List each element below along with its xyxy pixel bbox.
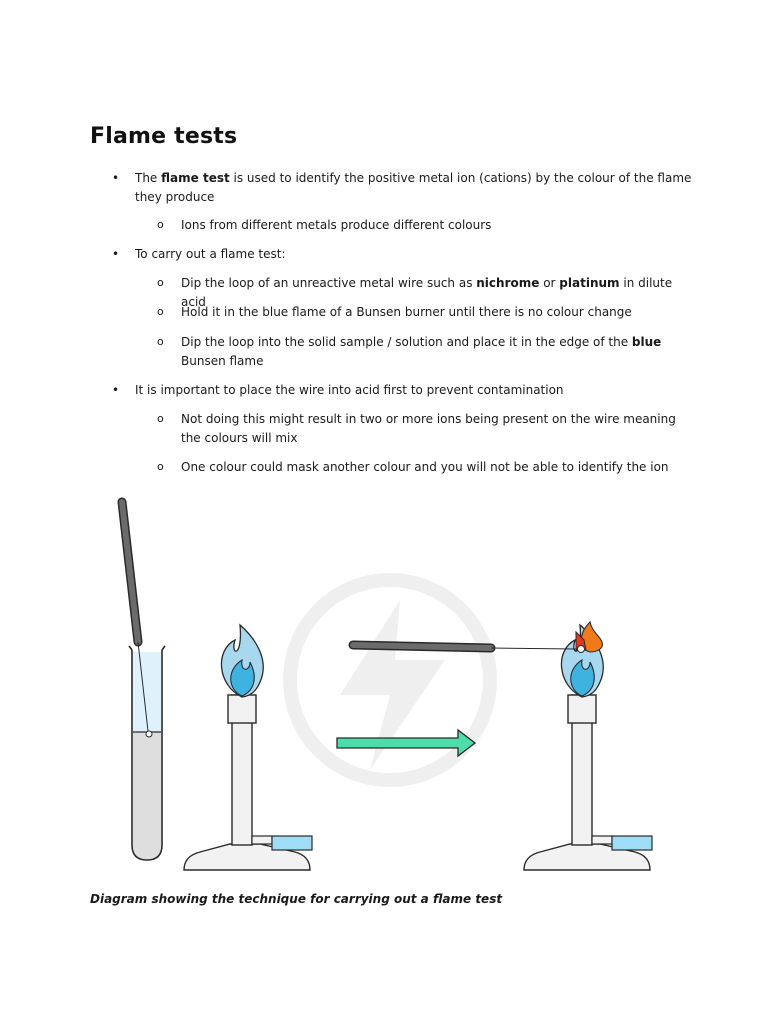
term-platinum: platinum bbox=[559, 276, 620, 290]
term-flame-test: flame test bbox=[161, 171, 230, 185]
page-title: Flame tests bbox=[90, 124, 238, 149]
sub-bullet-item: o Dip the loop into the solid sample / solution and place it in the edge of the blue Bunsen flame bbox=[181, 333, 681, 371]
sub-bullet-item: o Hold it in the blue flame of a Bunsen burner until there is no colour change bbox=[181, 303, 681, 322]
flame-test-diagram bbox=[100, 490, 680, 885]
bullet-item-contamination: • It is important to place the wire into acid first to prevent contamination bbox=[135, 381, 695, 400]
sub-bullet-marker: o bbox=[157, 460, 164, 473]
sub-bullet-item: o Not doing this might result in two or more ions being present on the wire meaning the colours will mix bbox=[181, 410, 681, 448]
sub-bullet-marker: o bbox=[157, 218, 164, 231]
term-nichrome: nichrome bbox=[476, 276, 540, 290]
bunsen-burner-right bbox=[524, 622, 652, 870]
term-blue: blue bbox=[631, 335, 662, 349]
bullet-marker: • bbox=[112, 383, 120, 397]
diagram-caption: Diagram showing the technique for carrying out a flame test bbox=[90, 892, 503, 906]
bullet-item-carry-out: • To carry out a flame test: bbox=[135, 245, 695, 264]
sub-bullet-marker: o bbox=[157, 335, 164, 348]
sub-bullet-item: o Dip the loop of an unreactive metal wire such as nichrome or platinum in dilute acid bbox=[181, 274, 681, 312]
bullet-marker: • bbox=[112, 247, 120, 261]
sub-bullet-marker: o bbox=[157, 305, 164, 318]
sub-bullet-marker: o bbox=[157, 276, 164, 289]
bullet-item-flame-test-purpose: • The flame test is used to identify the positive metal ion (cations) by the colour of the flame they produce bbox=[112, 171, 692, 204]
sub-bullet-marker: o bbox=[157, 412, 164, 425]
sub-bullet-item: o One colour could mask another colour and you will not be able to identify the ion bbox=[181, 458, 681, 477]
bullet-marker: • bbox=[112, 171, 120, 185]
sub-bullet-item: o Ions from different metals produce different colours bbox=[181, 216, 681, 235]
test-tube bbox=[129, 646, 165, 860]
